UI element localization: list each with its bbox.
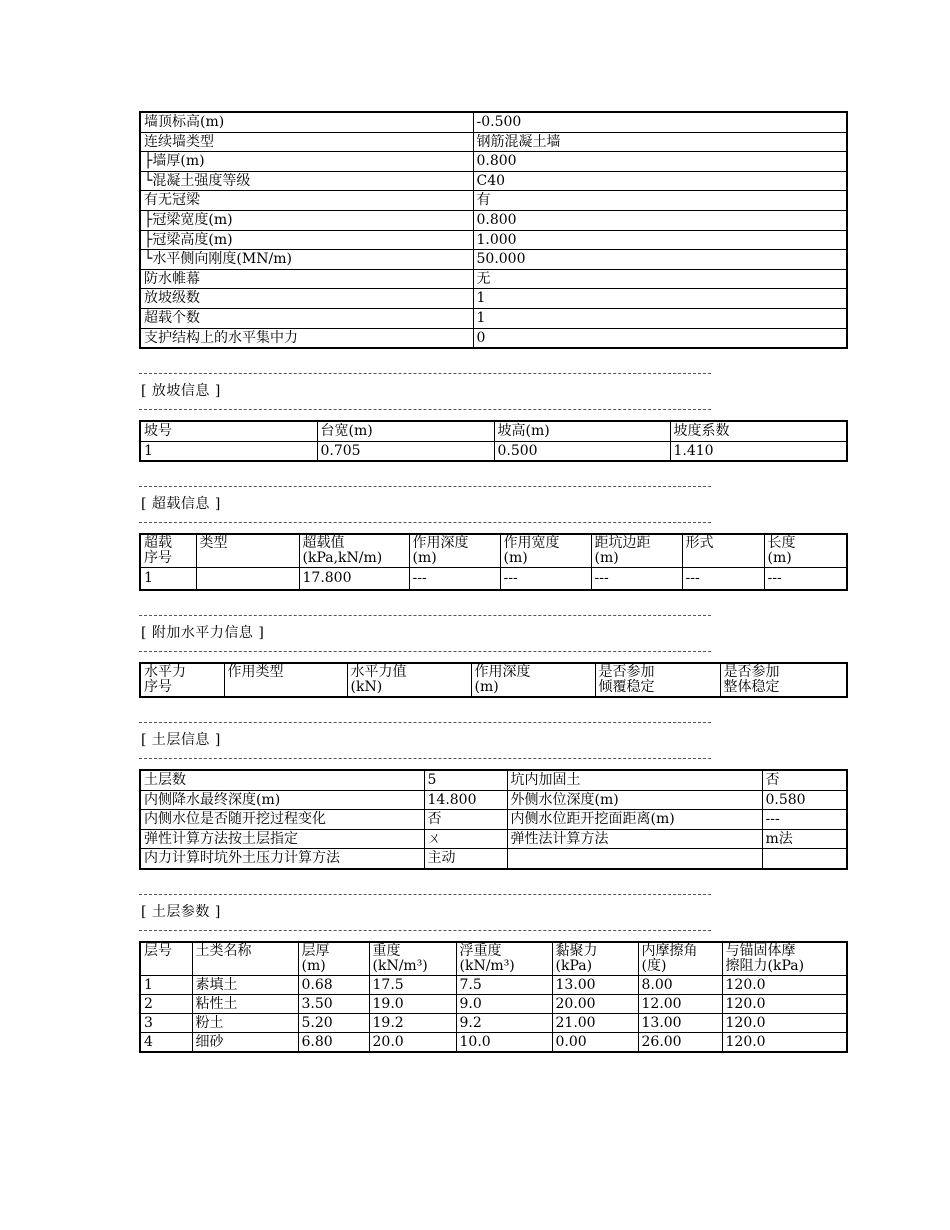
column-header [140, 534, 196, 568]
column-header-line2: (m) [412, 550, 437, 567]
table-cell: 9.0 [456, 994, 552, 1013]
column-header-line2: 整体稳定 [723, 678, 780, 695]
column-header-line1: 层号 [144, 942, 172, 959]
param-label: 连续墙类型 [140, 132, 473, 152]
param-value: 0.800 [473, 152, 847, 172]
table-row [140, 289, 847, 309]
param-label: 放坡级数 [140, 289, 473, 309]
section-title-soil-info: [ 土层信息 ] [141, 731, 221, 748]
surcharge-table [139, 533, 848, 591]
param-value: 0.800 [473, 210, 847, 230]
column-header-line1: 内摩擦角 [641, 942, 698, 959]
table-row [140, 1032, 847, 1052]
param-label: ├冠梁宽度(m) [140, 210, 473, 230]
table-cell: 0.00 [552, 1032, 638, 1052]
table-cell: 外侧水位深度(m) [507, 790, 762, 810]
section-title-slope: [ 放坡信息 ] [141, 383, 221, 400]
table-row [140, 152, 847, 172]
column-header-line2: (m) [503, 550, 528, 567]
section-title-horizontal: [ 附加水平力信息 ] [141, 624, 265, 641]
column-header-line1: 是否参加 [598, 663, 655, 680]
table-cell: 粉土 [192, 1013, 298, 1032]
column-header-line1: 水平力值 [350, 663, 407, 680]
param-label: 支护结构上的水平集中力 [140, 328, 473, 348]
column-header-line1: 作用深度 [412, 535, 469, 552]
table-row [140, 975, 847, 994]
column-header-line1: 土类名称 [195, 942, 252, 959]
column-header-line2: (m) [594, 550, 619, 567]
column-header-line1: 形式 [685, 535, 714, 552]
column-header [298, 942, 369, 976]
wall-params-table [139, 111, 848, 349]
column-header [456, 942, 552, 976]
column-header [720, 663, 847, 697]
divider [139, 409, 711, 411]
table-cell: 主动 [424, 849, 507, 869]
table-cell: 12.00 [638, 994, 722, 1013]
table-cell: 3 [140, 1013, 192, 1032]
column-header-line2: (m) [767, 550, 792, 567]
column-header [682, 534, 764, 568]
column-header [471, 663, 595, 697]
table-cell: 26.00 [638, 1032, 722, 1052]
table-cell: 素填土 [192, 975, 298, 994]
divider [139, 894, 711, 896]
column-header-line1: 是否参加 [723, 663, 780, 680]
column-header [192, 942, 298, 976]
table-row [140, 849, 847, 869]
table-cell: 否 [762, 770, 847, 790]
table-cell: ㄨ [424, 829, 507, 849]
param-value: C40 [473, 171, 847, 191]
column-header [224, 663, 347, 697]
divider [139, 758, 711, 760]
table-cell: --- [682, 568, 764, 590]
divider [139, 522, 711, 524]
table-row [140, 994, 847, 1013]
divider [139, 930, 711, 932]
column-header-line2: (kPa) [555, 957, 593, 974]
param-label: 有无冠梁 [140, 191, 473, 211]
table-cell: --- [591, 568, 682, 590]
table-cell: 20.00 [552, 994, 638, 1013]
table-row [140, 308, 847, 328]
column-header [722, 942, 847, 976]
param-value: 有 [473, 191, 847, 211]
table-cell: 1 [140, 975, 192, 994]
column-header-line1: 黏聚力 [555, 942, 598, 959]
table-row [140, 441, 847, 461]
column-header-line1: 类型 [199, 535, 228, 552]
table-cell: 坑内加固土 [507, 770, 762, 790]
column-header [196, 534, 299, 568]
table-cell: 内侧降水最终深度(m) [140, 790, 424, 810]
soil-info-table [139, 769, 848, 870]
table-row [140, 191, 847, 211]
table-header-row [140, 421, 847, 441]
column-header-line1: 超载 [144, 535, 172, 552]
divider [139, 486, 711, 488]
table-cell [196, 568, 299, 590]
table-cell: 120.0 [722, 994, 847, 1013]
table-row [140, 230, 847, 250]
table-cell: 120.0 [722, 1013, 847, 1032]
column-header [140, 942, 192, 976]
table-cell: --- [500, 568, 591, 590]
table-row [140, 1013, 847, 1032]
table-header-row [140, 942, 847, 976]
table-cell: 1.410 [670, 441, 847, 461]
table-row [140, 112, 847, 132]
param-label: └混凝土强度等级 [140, 171, 473, 191]
divider [139, 722, 711, 724]
column-header: 台宽(m) [317, 421, 494, 441]
table-cell: 内侧水位距开挖面距离(m) [507, 810, 762, 830]
table-cell: 0.500 [494, 441, 670, 461]
column-header: 坡号 [140, 421, 317, 441]
column-header [299, 534, 409, 568]
table-cell: 5.20 [298, 1013, 369, 1032]
param-value: 钢筋混凝土墙 [473, 132, 847, 152]
column-header: 坡高(m) [494, 421, 670, 441]
table-row [140, 810, 847, 830]
table-cell: --- [409, 568, 500, 590]
table-cell: 120.0 [722, 1032, 847, 1052]
param-value: 1.000 [473, 230, 847, 250]
column-header [347, 663, 471, 697]
table-header-row [140, 663, 847, 697]
divider [139, 615, 711, 617]
column-header [595, 663, 720, 697]
table-row [140, 250, 847, 270]
column-header-line2: (kN) [350, 678, 383, 695]
table-header-row [140, 534, 847, 568]
param-label: └水平侧向刚度(MN/m) [140, 250, 473, 270]
param-value: 无 [473, 269, 847, 289]
table-row [140, 171, 847, 191]
column-header [764, 534, 847, 568]
table-row [140, 568, 847, 590]
column-header-line2: (m) [301, 957, 326, 974]
table-cell: 5 [424, 770, 507, 790]
column-header-line1: 水平力 [144, 663, 186, 680]
table-cell: 19.0 [369, 994, 456, 1013]
table-cell: 弹性法计算方法 [507, 829, 762, 849]
table-cell: 17.5 [369, 975, 456, 994]
divider [139, 373, 711, 375]
table-cell: 否 [424, 810, 507, 830]
param-label: ├墙厚(m) [140, 152, 473, 172]
table-cell: 弹性计算方法按土层指定 [140, 829, 424, 849]
table-cell: 17.800 [299, 568, 409, 590]
table-cell: 13.00 [638, 1013, 722, 1032]
column-header-line2: 擦阻力(kPa) [725, 957, 805, 974]
slope-table [139, 420, 848, 462]
table-cell: 14.800 [424, 790, 507, 810]
column-header-line1: 层厚 [301, 942, 330, 959]
table-cell: 13.00 [552, 975, 638, 994]
param-label: ├冠梁高度(m) [140, 230, 473, 250]
table-cell: 0.580 [762, 790, 847, 810]
table-cell: 细砂 [192, 1032, 298, 1052]
table-cell: 0.68 [298, 975, 369, 994]
column-header: 坡度系数 [670, 421, 847, 441]
param-value: -0.500 [473, 112, 847, 132]
soil-params-table [139, 941, 848, 1053]
column-header-line1: 超载值 [302, 535, 345, 552]
section-title-surcharge: [ 超载信息 ] [141, 496, 221, 513]
table-cell: 1 [140, 441, 317, 461]
table-cell: 3.50 [298, 994, 369, 1013]
table-cell: 19.2 [369, 1013, 456, 1032]
param-value: 1 [473, 308, 847, 328]
table-cell: 120.0 [722, 975, 847, 994]
table-cell: 1 [140, 568, 196, 590]
param-value: 0 [473, 328, 847, 348]
table-cell: 21.00 [552, 1013, 638, 1032]
column-header-line2: (m) [474, 678, 499, 695]
divider [139, 651, 711, 653]
table-cell: 6.80 [298, 1032, 369, 1052]
param-value: 50.000 [473, 250, 847, 270]
table-cell: 0.705 [317, 441, 494, 461]
table-cell: 10.0 [456, 1032, 552, 1052]
param-label: 墙顶标高(m) [140, 112, 473, 132]
table-cell: --- [762, 810, 847, 830]
table-cell: 粘性土 [192, 994, 298, 1013]
table-cell: 4 [140, 1032, 192, 1052]
column-header-line1: 与锚固体摩 [725, 942, 796, 959]
column-header-line1: 作用类型 [227, 663, 284, 680]
column-header-line2: (kPa,kN/m) [302, 550, 383, 567]
column-header-line1: 浮重度 [459, 942, 502, 959]
table-cell: 2 [140, 994, 192, 1013]
table-row [140, 829, 847, 849]
column-header-line1: 作用深度 [474, 663, 531, 680]
column-header [638, 942, 722, 976]
column-header [500, 534, 591, 568]
column-header [409, 534, 500, 568]
column-header [140, 663, 224, 697]
table-cell [507, 849, 762, 869]
column-header-line1: 长度 [767, 535, 796, 552]
column-header-line2: 序号 [144, 678, 172, 695]
param-label: 超载个数 [140, 308, 473, 328]
table-row [140, 269, 847, 289]
column-header-line2: (kN/m³) [459, 957, 515, 974]
table-cell: 内侧水位是否随开挖过程变化 [140, 810, 424, 830]
param-label: 防水帷幕 [140, 269, 473, 289]
horizontal-force-table [139, 662, 848, 698]
table-cell: 7.5 [456, 975, 552, 994]
column-header-line2: 倾覆稳定 [598, 678, 655, 695]
section-title-soil-params: [ 土层参数 ] [141, 903, 221, 920]
param-value: 1 [473, 289, 847, 309]
column-header [369, 942, 456, 976]
table-cell: 8.00 [638, 975, 722, 994]
column-header-line2: 序号 [144, 550, 172, 567]
table-cell: 9.2 [456, 1013, 552, 1032]
table-row [140, 790, 847, 810]
table-cell: 土层数 [140, 770, 424, 790]
column-header-line1: 作用宽度 [503, 535, 560, 552]
column-header-line1: 重度 [372, 942, 401, 959]
table-row [140, 328, 847, 348]
table-cell: --- [764, 568, 847, 590]
table-row [140, 770, 847, 790]
report-page [139, 111, 846, 1053]
column-header [552, 942, 638, 976]
table-row [140, 132, 847, 152]
table-cell: 20.0 [369, 1032, 456, 1052]
table-cell: m法 [762, 829, 847, 849]
table-cell: 内力计算时坑外土压力计算方法 [140, 849, 424, 869]
column-header-line2: (度) [641, 957, 667, 974]
table-row [140, 210, 847, 230]
table-cell [762, 849, 847, 869]
column-header-line2: (kN/m³) [372, 957, 428, 974]
column-header [591, 534, 682, 568]
column-header-line1: 距坑边距 [594, 535, 651, 552]
